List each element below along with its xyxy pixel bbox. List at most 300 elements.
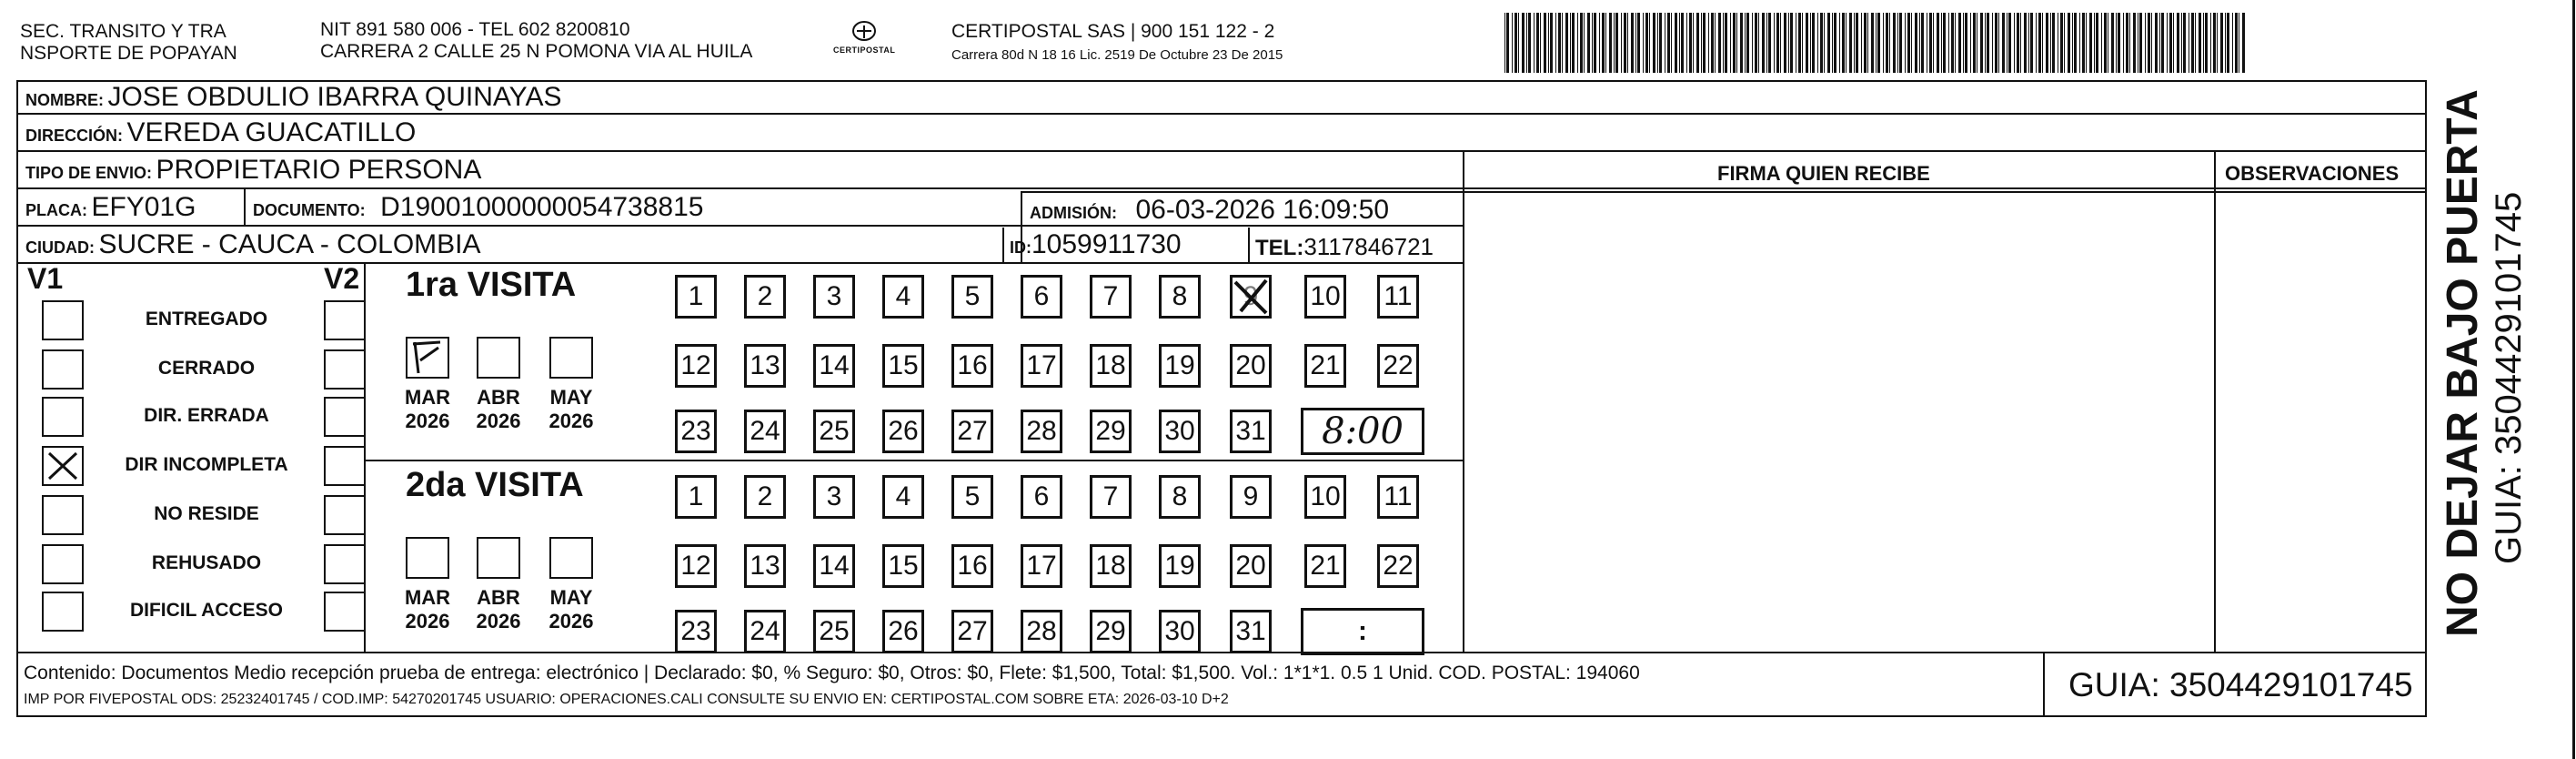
month-checkbox[interactable] — [549, 337, 593, 379]
barcode-bar — [1820, 13, 1823, 73]
day-box[interactable] — [1304, 475, 1346, 519]
col-divider-obs — [2214, 150, 2216, 652]
day-number: 8 — [1172, 481, 1188, 511]
day-box[interactable] — [744, 475, 786, 519]
barcode-bar — [2139, 13, 2142, 73]
barcode-bar — [2195, 13, 2196, 73]
day-number: 4 — [895, 481, 911, 511]
day-number: 31 — [1235, 616, 1266, 646]
status-v2-checkbox[interactable] — [324, 446, 366, 486]
day-box[interactable] — [1159, 610, 1201, 653]
month-name: MAY — [549, 586, 593, 609]
day-box[interactable] — [675, 610, 717, 653]
day-number: 18 — [1095, 350, 1126, 380]
barcode-bar — [1565, 13, 1568, 73]
day-box[interactable] — [675, 275, 717, 319]
barcode-bar — [1758, 13, 1759, 73]
row-divider — [16, 187, 2427, 189]
status-v2-checkbox[interactable] — [324, 300, 366, 340]
day-number: 30 — [1164, 416, 1195, 446]
barcode-bar — [2217, 13, 2218, 73]
barcode-bar — [2068, 13, 2070, 73]
status-v2-checkbox[interactable] — [324, 592, 366, 632]
handwritten-x-mark — [1230, 275, 1272, 319]
day-number: 20 — [1235, 551, 1266, 581]
sender-line-2: NSPORTE DE POPAYAN — [20, 43, 237, 64]
day-box[interactable] — [813, 475, 855, 519]
barcode-bar — [2089, 13, 2092, 73]
day-number: 1 — [688, 281, 704, 311]
time-field[interactable] — [1301, 408, 1424, 455]
status-label: CERRADO — [157, 358, 256, 379]
barcode-bar — [2151, 13, 2152, 73]
day-box[interactable] — [951, 344, 993, 388]
day-box[interactable] — [1021, 410, 1062, 453]
barcode-bar — [1965, 13, 1967, 73]
tipo-label: TIPO DE ENVIO: — [25, 164, 153, 182]
documento-value: D19001000000054738815 — [380, 192, 704, 222]
day-box[interactable] — [1377, 475, 1419, 519]
day-number: 23 — [680, 616, 711, 646]
barcode-bar — [1899, 13, 1902, 73]
barcode-bar — [1681, 13, 1684, 73]
status-label: NO RESIDE — [154, 503, 259, 524]
barcode-bar — [1504, 13, 1505, 73]
day-number: 9 — [1243, 481, 1259, 511]
barcode-bar — [2014, 13, 2015, 73]
barcode-bar — [1631, 13, 1634, 73]
day-box[interactable] — [1021, 344, 1062, 388]
barcode-bar — [1941, 13, 1942, 73]
barcode-bar — [1907, 13, 1910, 73]
status-label: REHUSADO — [151, 552, 262, 573]
day-number: 14 — [819, 551, 850, 581]
day-number: 19 — [1164, 551, 1195, 581]
barcode-bar — [1614, 13, 1615, 73]
direccion-value: VEREDA GUACATILLO — [126, 117, 417, 147]
row-divider — [16, 262, 1463, 264]
time-value: : — [1358, 616, 1367, 646]
day-box[interactable] — [1090, 544, 1132, 588]
barcode-bar — [1929, 13, 1932, 73]
day-box[interactable] — [1090, 410, 1132, 453]
day-box[interactable] — [813, 275, 855, 319]
day-box[interactable] — [1377, 275, 1419, 319]
month-label — [538, 386, 604, 433]
day-number: 25 — [819, 616, 850, 646]
barcode-bar — [2028, 13, 2029, 73]
month-name: MAR — [404, 386, 451, 409]
barcode-bar — [2167, 13, 2168, 73]
barcode-bar — [2191, 13, 2194, 73]
day-box[interactable] — [882, 610, 924, 653]
day-box[interactable] — [813, 544, 855, 588]
day-box[interactable] — [1304, 344, 1346, 388]
day-number: 16 — [957, 551, 988, 581]
barcode-bar — [1768, 13, 1771, 73]
barcode-bar — [1919, 13, 1920, 73]
month-year: 2026 — [476, 610, 521, 632]
nombre-row — [25, 82, 561, 113]
barcode-bar — [1686, 13, 1687, 73]
day-number: 10 — [1310, 281, 1341, 311]
barcode-bar — [2086, 13, 2087, 73]
barcode-bar — [1806, 13, 1808, 73]
barcode-bar — [1711, 13, 1714, 73]
day-number: 28 — [1026, 416, 1057, 446]
barcode-bar — [2017, 13, 2019, 73]
day-number: 27 — [957, 616, 988, 646]
barcode-bar — [1725, 13, 1727, 73]
barcode-bar — [1653, 13, 1655, 73]
firma-header: FIRMA QUIEN RECIBE — [1717, 162, 1930, 185]
day-box[interactable] — [1230, 544, 1272, 588]
month-name: MAY — [549, 386, 593, 409]
day-box[interactable] — [1021, 610, 1062, 653]
day-box[interactable] — [1377, 344, 1419, 388]
day-box[interactable] — [813, 344, 855, 388]
day-box[interactable] — [1021, 475, 1062, 519]
day-box[interactable] — [1090, 610, 1132, 653]
day-box[interactable] — [1230, 275, 1272, 319]
nombre-label: NOMBRE: — [25, 91, 104, 109]
day-number: 5 — [964, 281, 981, 311]
barcode-bar — [1624, 13, 1626, 73]
barcode-bar — [1733, 13, 1736, 73]
barcode-bar — [2161, 13, 2164, 73]
day-number: 11 — [1384, 481, 1413, 511]
barcode-bar — [1703, 13, 1706, 73]
barcode-bar — [1602, 13, 1605, 73]
barcode-bar — [2145, 13, 2146, 73]
barcode-bar — [2096, 13, 2098, 73]
placa-row — [25, 192, 196, 223]
day-box[interactable] — [1159, 544, 1201, 588]
side-guia: GUIA: 3504429101745 — [2489, 191, 2529, 564]
status-v1-checkbox[interactable] — [42, 397, 84, 437]
barcode-bar — [1572, 13, 1575, 73]
day-box[interactable] — [675, 544, 717, 588]
barcode-bar — [2042, 13, 2043, 73]
day-number: 18 — [1095, 551, 1126, 581]
barcode-bar — [2129, 13, 2130, 73]
barcode-bar — [2072, 13, 2073, 73]
month-name: ABR — [477, 586, 520, 609]
day-box[interactable] — [951, 610, 993, 653]
barcode-bar — [1893, 13, 1896, 73]
footer-divider — [16, 652, 2427, 653]
barcode-bar — [2002, 13, 2005, 73]
day-box[interactable] — [951, 544, 993, 588]
month-label — [466, 586, 531, 633]
day-number: 19 — [1164, 350, 1195, 380]
barcode-bar — [1839, 13, 1840, 73]
barcode-bar — [1951, 13, 1954, 73]
barcode-bar — [1643, 13, 1644, 73]
day-number: 7 — [1102, 481, 1119, 511]
barcode-bar — [1877, 13, 1880, 73]
barcode-bar — [2074, 13, 2077, 73]
status-v2-checkbox[interactable] — [324, 544, 366, 584]
visit-title: 1ra VISITA — [406, 266, 577, 304]
month-year: 2026 — [405, 610, 450, 632]
barcode-bar — [1980, 13, 1983, 73]
day-number: 7 — [1102, 281, 1119, 311]
barcode-bar — [2046, 13, 2048, 73]
day-box[interactable] — [675, 475, 717, 519]
day-number: 21 — [1310, 551, 1341, 581]
barcode-bar — [1555, 13, 1556, 73]
barcode-bar — [2232, 13, 2233, 73]
status-v1-checkbox[interactable] — [42, 592, 84, 632]
company-line-2: Carrera 80d N 18 16 Lic. 2519 De Octubre 23 De 2015 — [951, 47, 1283, 63]
month-label — [395, 386, 460, 433]
handwritten-x-mark — [44, 448, 82, 484]
day-number: 27 — [957, 416, 988, 446]
day-box[interactable] — [744, 275, 786, 319]
day-number: 22 — [1383, 350, 1414, 380]
tel-label: TEL: — [1255, 236, 1304, 260]
day-number: 12 — [680, 551, 711, 581]
barcode-bar — [1948, 13, 1949, 73]
col-header-divider — [1463, 191, 2427, 193]
barcode-bar — [2225, 13, 2226, 73]
barcode-bar — [1599, 13, 1600, 73]
barcode-bar — [2181, 13, 2182, 73]
day-number: 9 — [1243, 281, 1259, 311]
barcode-bar — [1834, 13, 1836, 73]
status-v1-checkbox[interactable] — [42, 349, 84, 390]
day-box[interactable] — [1159, 344, 1201, 388]
barcode-bar — [2220, 13, 2223, 73]
v2-header: V2 — [324, 262, 360, 295]
day-box[interactable] — [882, 410, 924, 453]
status-v2-checkbox[interactable] — [324, 397, 366, 437]
barcode-bar — [2177, 13, 2179, 73]
status-v1-checkbox[interactable] — [42, 544, 84, 584]
barcode-bar — [1798, 13, 1801, 73]
barcode-bar — [1933, 13, 1934, 73]
logo-icon — [831, 18, 897, 62]
day-number: 26 — [888, 416, 919, 446]
documento-label: DOCUMENTO: — [253, 201, 366, 219]
barcode-bar — [1827, 13, 1830, 73]
barcode-bar — [1745, 13, 1746, 73]
barcode-bar — [1752, 13, 1753, 73]
day-box[interactable] — [813, 610, 855, 653]
day-number: 29 — [1095, 616, 1126, 646]
barcode-bar — [2205, 13, 2208, 73]
barcode-bar — [2148, 13, 2150, 73]
day-box[interactable] — [1230, 610, 1272, 653]
day-box[interactable] — [882, 275, 924, 319]
barcode-bar — [1635, 13, 1636, 73]
day-number: 30 — [1164, 616, 1195, 646]
barcode-bar — [1985, 13, 1986, 73]
barcode-bar — [2116, 13, 2117, 73]
day-box[interactable] — [882, 344, 924, 388]
month-name: ABR — [477, 386, 520, 409]
barcode-bar — [2082, 13, 2085, 73]
day-number: 17 — [1026, 551, 1057, 581]
month-checkbox[interactable] — [406, 337, 449, 379]
barcode-bar — [1627, 13, 1628, 73]
day-box[interactable] — [1230, 475, 1272, 519]
barcode-bar — [1987, 13, 1989, 73]
barcode-bar — [2036, 13, 2037, 73]
month-checkbox[interactable] — [406, 537, 449, 579]
col-divider-right — [2425, 80, 2427, 652]
barcode-bar — [2060, 13, 2063, 73]
barcode-bar — [1911, 13, 1912, 73]
edge-line — [2572, 0, 2575, 759]
day-box[interactable] — [813, 410, 855, 453]
barcode-bar — [2008, 13, 2011, 73]
day-box[interactable] — [1159, 275, 1201, 319]
barcode-bar — [1718, 13, 1721, 73]
status-v1-checkbox[interactable] — [42, 300, 84, 340]
barcode-bar — [1921, 13, 1924, 73]
month-year: 2026 — [405, 410, 450, 432]
nit-line-1: NIT 891 580 006 - TEL 602 8200810 — [320, 19, 630, 40]
footer-line-2: IMP POR FIVEPOSTAL ODS: 25232401745 / COD.IMP: 54270201745 USUARIO: OPERACIONES.CALI CONSULTE SU ENVIO EN: CERTIPOSTAL.COM SOBRE ETA: 2026-03-10 D+2 — [24, 692, 1229, 707]
day-box[interactable] — [951, 475, 993, 519]
day-number: 6 — [1033, 481, 1050, 511]
barcode-bar — [1943, 13, 1946, 73]
ciudad-value: SUCRE - CAUCA - COLOMBIA — [98, 229, 481, 259]
cell-divider — [244, 187, 246, 225]
barcode-bar — [1784, 13, 1786, 73]
barcode-bar — [1657, 13, 1658, 73]
status-v1-checkbox[interactable] — [42, 446, 84, 486]
status-label: ENTREGADO — [145, 309, 268, 329]
month-label — [395, 586, 460, 633]
day-box[interactable] — [882, 544, 924, 588]
barcode-bar — [1832, 13, 1833, 73]
barcode-bar — [2169, 13, 2172, 73]
barcode-bar — [1528, 13, 1531, 73]
day-number: 22 — [1383, 551, 1414, 581]
barcode-bar — [1609, 13, 1612, 73]
day-box[interactable] — [1304, 544, 1346, 588]
barcode-bar — [1780, 13, 1781, 73]
day-number: 3 — [826, 481, 842, 511]
barcode-bar — [1621, 13, 1622, 73]
barcode-bar — [1915, 13, 1917, 73]
barcode-bar — [1889, 13, 1890, 73]
day-box[interactable] — [1159, 475, 1201, 519]
observaciones-header: OBSERVACIONES — [2225, 162, 2400, 185]
day-box[interactable] — [1377, 544, 1419, 588]
barcode-bar — [1522, 13, 1524, 73]
barcode-bar — [1955, 13, 1956, 73]
sender-line-1: SEC. TRANSITO Y TRA — [20, 21, 226, 42]
day-number: 28 — [1026, 616, 1057, 646]
status-v2-checkbox[interactable] — [324, 349, 366, 390]
day-number: 25 — [819, 416, 850, 446]
barcode-bar — [1856, 13, 1858, 73]
barcode-bar — [1817, 13, 1818, 73]
barcode-bar — [1580, 13, 1583, 73]
day-box[interactable] — [744, 610, 786, 653]
barcode-bar — [2133, 13, 2136, 73]
barcode-bar — [2210, 13, 2211, 73]
month-checkbox[interactable] — [477, 537, 520, 579]
day-box[interactable] — [1021, 544, 1062, 588]
day-box[interactable] — [1090, 275, 1132, 319]
direccion-row — [25, 117, 416, 148]
day-box[interactable] — [675, 344, 717, 388]
logo-text: CERTIPOSTAL — [833, 46, 896, 55]
id-label: ID: — [1010, 238, 1031, 257]
day-box[interactable] — [744, 544, 786, 588]
barcode-bar — [1544, 13, 1546, 73]
month-checkbox[interactable] — [549, 537, 593, 579]
day-box[interactable] — [675, 410, 717, 453]
day-box[interactable] — [1159, 410, 1201, 453]
barcode-bar — [1871, 13, 1874, 73]
day-number: 1 — [688, 481, 704, 511]
barcode-bar — [2199, 13, 2201, 73]
cell-divider — [1021, 191, 1463, 193]
nombre-value: JOSE OBDULIO IBARRA QUINAYAS — [107, 82, 562, 112]
day-box[interactable] — [951, 275, 993, 319]
status-label: DIFICIL ACCESO — [129, 600, 283, 621]
time-field[interactable] — [1301, 608, 1424, 655]
barcode-bar — [2024, 13, 2027, 73]
barcode-bar — [1570, 13, 1571, 73]
day-number: 13 — [750, 551, 780, 581]
barcode-bar — [2227, 13, 2229, 73]
day-box[interactable] — [1090, 475, 1132, 519]
barcode-bar — [1540, 13, 1541, 73]
cell-divider — [1248, 228, 1250, 262]
month-checkbox[interactable] — [477, 337, 520, 379]
handwritten-x-mark — [408, 339, 448, 377]
day-box[interactable] — [1230, 410, 1272, 453]
barcode-bar — [2118, 13, 2120, 73]
tel-value: 3117846721 — [1303, 233, 1434, 260]
day-box[interactable] — [951, 410, 993, 453]
barcode-bar — [2159, 13, 2160, 73]
barcode-bar — [1746, 13, 1749, 73]
barcode-bar — [1645, 13, 1648, 73]
barcode-bar — [1867, 13, 1868, 73]
barcode-bar — [2123, 13, 2124, 73]
barcode-bar — [1788, 13, 1789, 73]
status-v2-checkbox[interactable] — [324, 495, 366, 535]
tipo-row — [25, 155, 481, 186]
v1-header: V1 — [27, 262, 64, 295]
barcode-bar — [2038, 13, 2041, 73]
time-value: 8:00 — [1322, 410, 1404, 452]
day-box[interactable] — [882, 475, 924, 519]
month-name: MAR — [404, 586, 451, 609]
status-v1-checkbox[interactable] — [42, 495, 84, 535]
day-box[interactable] — [1021, 275, 1062, 319]
barcode-bar — [2050, 13, 2051, 73]
day-box[interactable] — [1304, 275, 1346, 319]
day-box[interactable] — [744, 410, 786, 453]
day-box[interactable] — [744, 344, 786, 388]
day-box[interactable] — [1230, 344, 1272, 388]
day-number: 10 — [1310, 481, 1341, 511]
placa-value: EFY01G — [91, 192, 196, 222]
documento-row — [253, 192, 703, 223]
day-box[interactable] — [1090, 344, 1132, 388]
barcode-bar — [1849, 13, 1852, 73]
barcode-bar — [2020, 13, 2021, 73]
